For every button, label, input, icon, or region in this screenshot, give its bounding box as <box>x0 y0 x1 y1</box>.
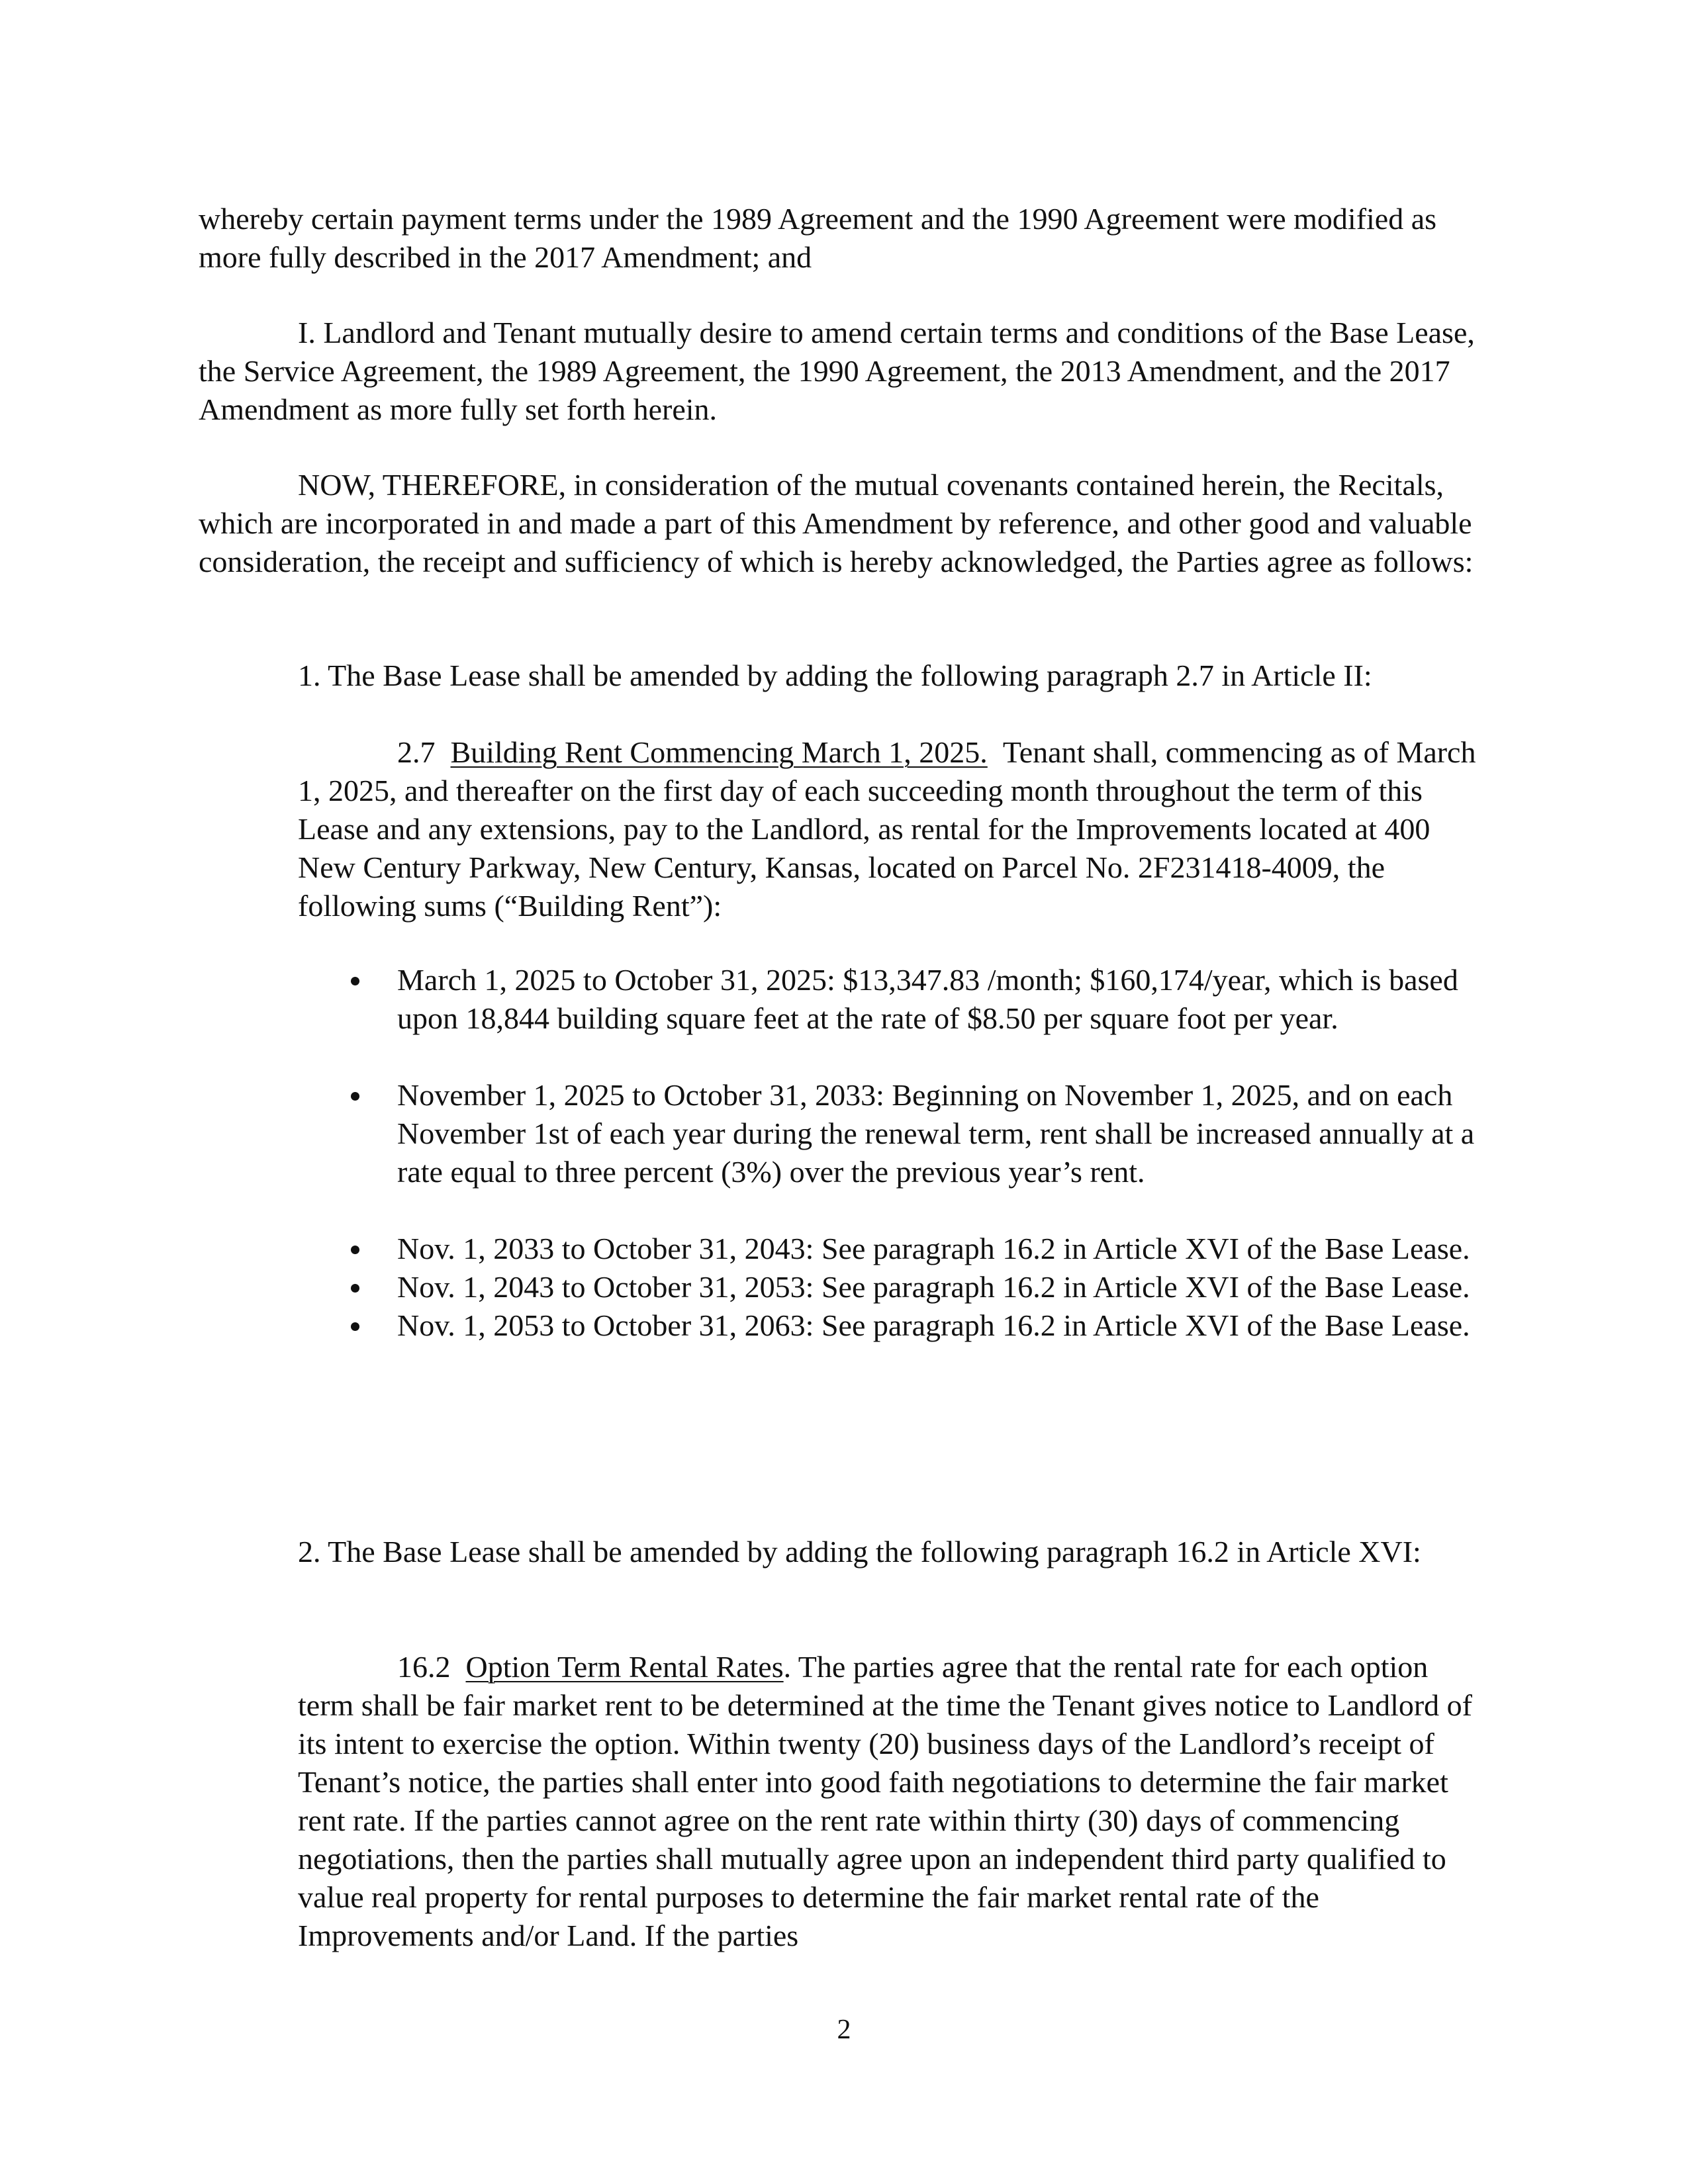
section-2-7 <box>298 733 1489 925</box>
page-number: 2 <box>837 2015 851 2045</box>
paragraph-intro: whereby certain payment terms under the 1989 Agreement and the 1990 Agreement were modified as more fully described in the 2017 Amendment; and <box>199 202 1437 274</box>
amendment-item-1: 1. The Base Lease shall be amended by adding the following paragraph 2.7 in Article II: <box>298 659 1372 692</box>
rent-schedule-item <box>298 1230 1489 1268</box>
rent-schedule-text: November 1, 2025 to October 31, 2033: Beginning on November 1, 2025, and on each November 1st of each year during the renewal term, rent shall be increased annually at a rate equal to three percent (3%) over the previous year’s rent. <box>397 1078 1475 1189</box>
rent-schedule-text: Nov. 1, 2033 to October 31, 2043: See paragraph 16.2 in Article XVI of the Base Lease. <box>397 1232 1470 1265</box>
bullet-icon <box>351 1246 359 1254</box>
now-therefore-clause: NOW, THEREFORE, in consideration of the mutual covenants contained herein, the Recitals, which are incorporated in and made a part of this Amendment by reference, and other good and valuable consideration, the receipt and sufficiency of which is hereby acknowledged, the Parties agree as follows: <box>199 468 1474 578</box>
rent-schedule-item <box>298 961 1489 1038</box>
section-2-7-body: Tenant shall, commencing as of March 1, 2025, and thereafter on the first day of each succeeding month throughout the term of this Lease and any extensions, pay to the Landlord, as rental for the Improvements located at 400 New Century Parkway, New Century, Kansas, located on Parcel No. 2F231418-4009, the following sums (“Building Rent”): <box>298 735 1476 923</box>
rent-schedule-item <box>298 1268 1489 1306</box>
section-16-2 <box>298 1648 1489 1955</box>
rent-schedule-item <box>298 1076 1489 1191</box>
section-2-7-number: 2.7 <box>397 735 436 769</box>
rent-schedule-list <box>298 961 1489 1345</box>
bullet-icon <box>351 1092 359 1101</box>
rent-schedule-item <box>298 1306 1489 1345</box>
recital-i: I. Landlord and Tenant mutually desire to amend certain terms and conditions of the Base Lease, the Service Agreement, the 1989 Agreement, the 1990 Agreement, the 2013 Amendment, and the 2017 Amendment as more fully set forth herein. <box>199 316 1475 426</box>
amendment-item-2: 2. The Base Lease shall be amended by adding the following paragraph 16.2 in Article XVI: <box>298 1535 1421 1569</box>
section-2-7-heading: Building Rent Commencing March 1, 2025. <box>450 735 988 769</box>
rent-schedule-text: Nov. 1, 2043 to October 31, 2053: See paragraph 16.2 in Article XVI of the Base Lease. <box>397 1270 1470 1304</box>
section-16-2-number: 16.2 <box>397 1650 451 1684</box>
rent-schedule-text: Nov. 1, 2053 to October 31, 2063: See paragraph 16.2 in Article XVI of the Base Lease. <box>397 1308 1470 1342</box>
bullet-icon <box>351 1284 359 1293</box>
bullet-icon <box>351 1322 359 1331</box>
bullet-icon <box>351 977 359 985</box>
section-16-2-body: . The parties agree that the rental rate for each option term shall be fair market rent to be determined at the time the Tenant gives notice to Landlord of its intent to exercise the option. Within twenty (20) business days of the Landlord’s receipt of Tenant’s notice, the parties shall enter into good faith negotiations to determine the fair market rent rate. If the parties cannot agree on the rent rate within thirty (30) days of commencing negotiations, then the parties shall mutually agree upon an independent third party qualified to value real property for rental purposes to determine the fair market rental rate of the Improvements and/or Land. If the parties <box>298 1650 1472 1952</box>
rent-schedule-text: March 1, 2025 to October 31, 2025: $13,347.83 /month; $160,174/year, which is based upon 18,844 building square feet at the rate of $8.50 per square foot per year. <box>397 963 1458 1035</box>
section-16-2-heading: Option Term Rental Rates <box>465 1650 784 1684</box>
